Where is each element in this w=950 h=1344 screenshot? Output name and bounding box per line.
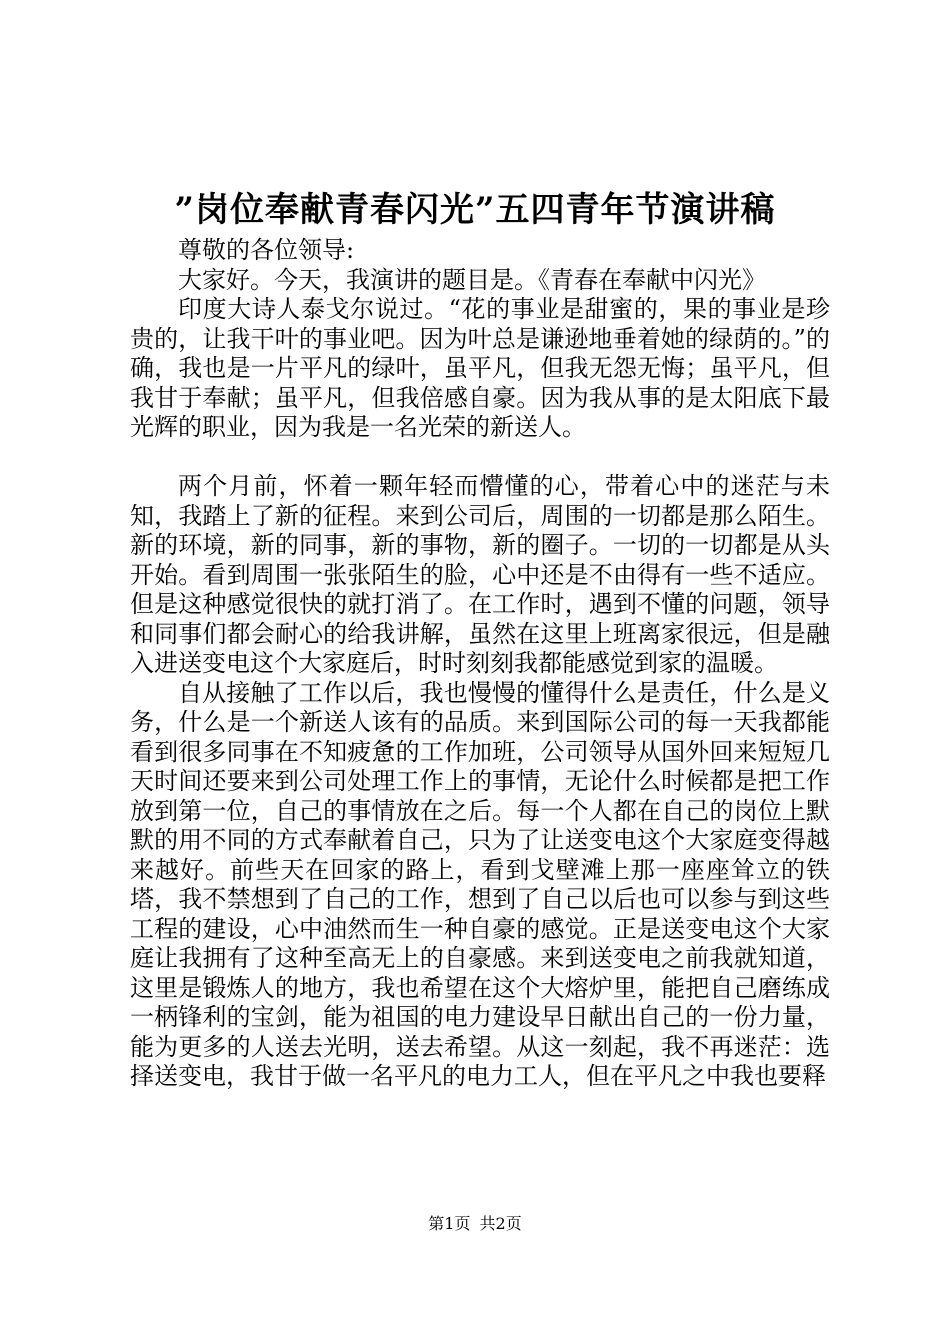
salutation-paragraph: 尊敬的各位领导: <box>178 236 355 264</box>
greeting-paragraph: 大家好。今天，我演讲的题目是。《青春在奉献中闪光》 <box>178 265 766 294</box>
body-paragraph-start: 两个月前，怀着一颗年轻而懵懂的心，带着心中的迷茫与未知，我踏上了新的征程。来到公司后，周围的一切都是那么陌生。新的环境，新的同事，新的事物，新的圈子。一切的一切都是从头开始。看到周围一张张陌生的脸，心中还是不由得有一些不适应。但是这种感觉很快的就打消了。在工作时，遇到不懂的问题，领导和同事们都会耐心的给我讲解，虽然在这里上班离家很远，但是融入进送变电这个大家庭后，时时刻刻我都能感觉到家的温暖。 <box>130 472 830 677</box>
document-title: ”岗位奉献青春闪光”五四青年节演讲稿 <box>174 190 776 230</box>
document-body <box>130 236 830 1092</box>
page-footer <box>0 1212 950 1236</box>
body-paragraph-quote: 印度大诗人泰戈尔说过。“花的事业是甜蜜的，果的事业是珍贵的，让我干叶的事业吧。因为叶总是谦逊地垂着她的绿荫的。”的确，我也是一片平凡的绿叶，虽平凡，但我无怨无悔；虽平凡，但我甘于奉献；虽平凡，但我倍感自豪。因为我从事的是太阳底下最光辉的职业，因为我是一名光荣的新送人。 <box>130 295 830 441</box>
body-paragraph-responsibility: 自从接触了工作以后，我也慢慢的懂得什么是责任，什么是义务，什么是一个新送人该有的品质。来到国际公司的每一天我都能看到很多同事在不知疲惫的工作加班，公司领导从国外回来短短几天时间还要来到公司处理工作上的事情，无论什么时候都是把工作放到第一位，自己的事情放在之后。每一个人都在自己的岗位上默默的用不同的方式奉献着自己，只为了让送变电这个大家庭变得越来越好。前些天在回家的路上，看到戈壁滩上那一座座耸立的铁塔，我不禁想到了自己的工作，想到了自己以后也可以参与到这些工程的建设，心中油然而生一种自豪的感觉。正是送变电这个大家庭让我拥有了这种至高无上的自豪感。来到送变电之前我就知道，这里是锻炼人的地方，我也希望在这个大熔炉里，能把自己磨练成一柄锋利的宝剑，能为祖国的电力建设早日献出自己的一份力量，能为更多的人送去光明，送去希望。从这一刻起，我不再迷茫：选择送变电，我甘于做一名平凡的电力工人，但在平凡之中我也要释 <box>130 678 830 1090</box>
page-number: 第1页 <box>428 1214 471 1233</box>
page-total: 共2页 <box>479 1214 522 1233</box>
